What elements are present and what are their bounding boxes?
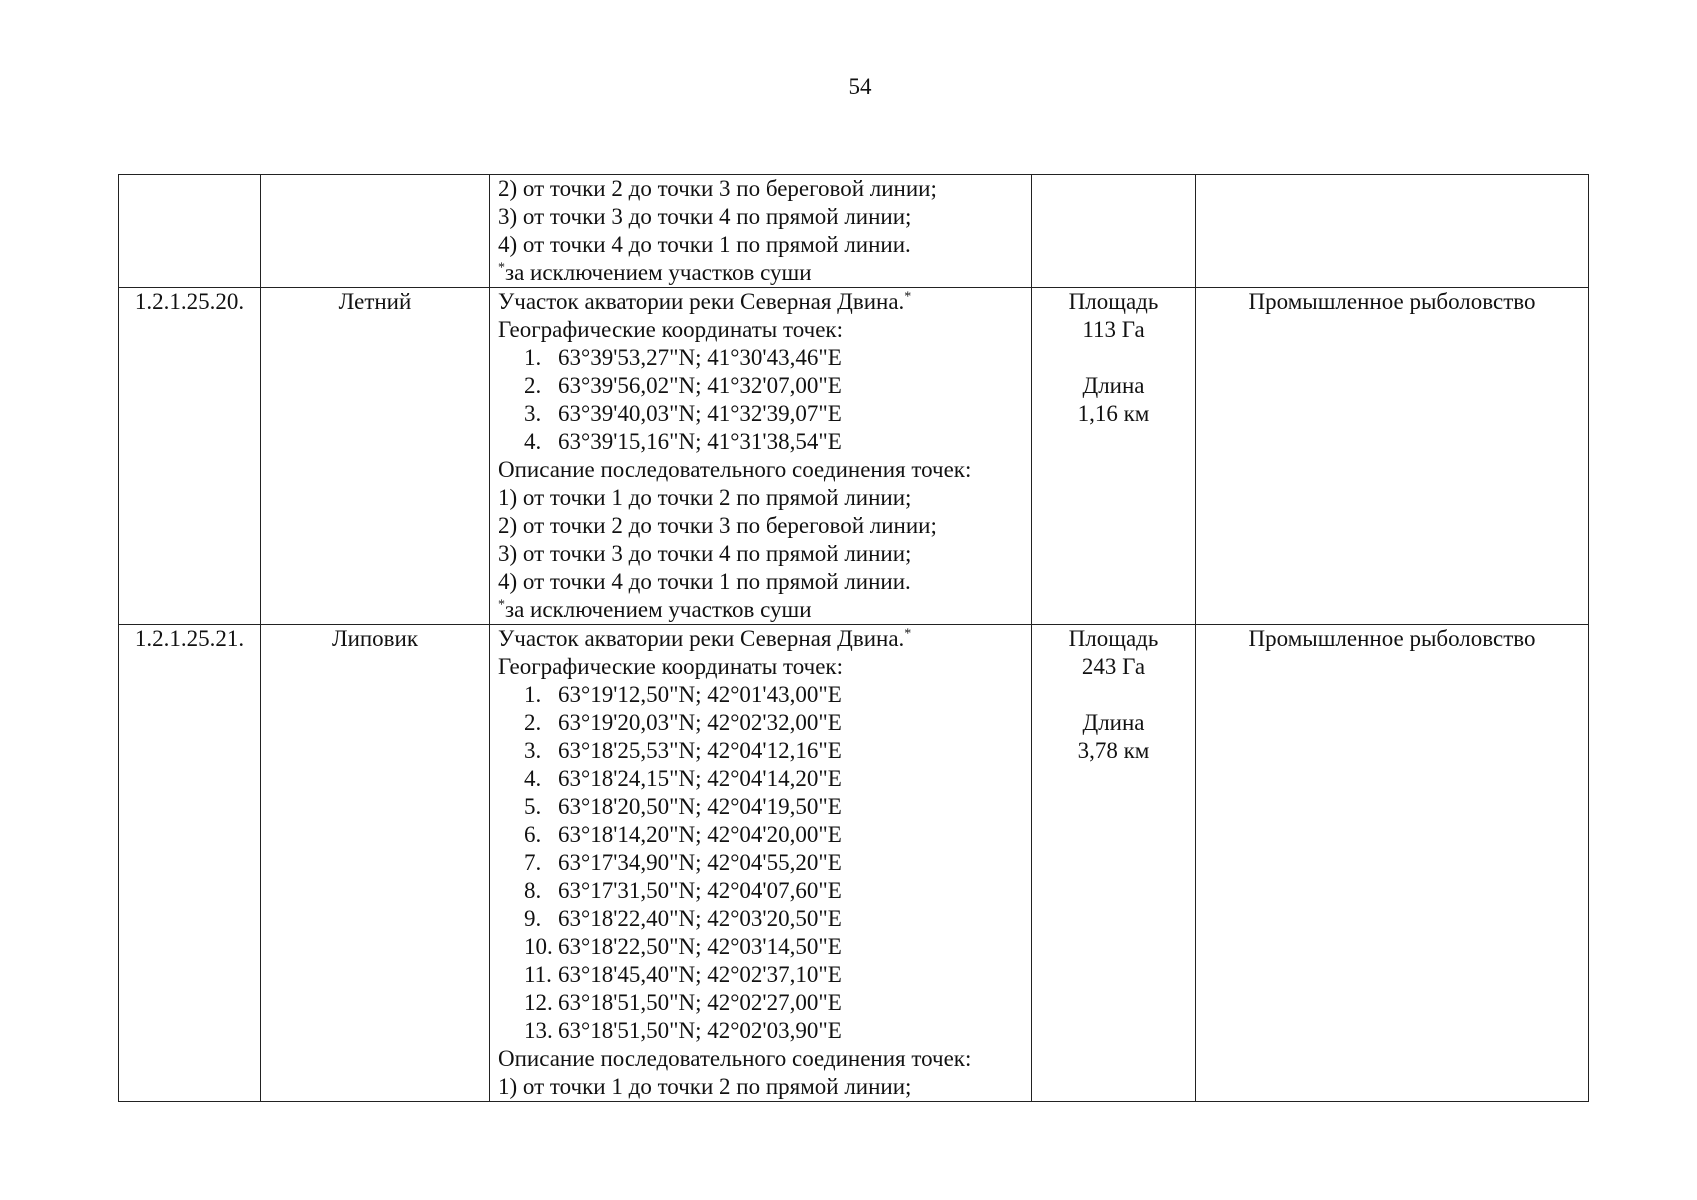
coordinates-heading: Географические координаты точек: [498, 317, 843, 342]
row-name: Липовик [261, 625, 490, 1102]
connection-step: 4) от точки 4 до точки 1 по прямой линии. [498, 569, 911, 594]
point-number: 3. [524, 738, 542, 763]
connection-step: 1) от точки 1 до точки 2 по прямой линии; [498, 1074, 912, 1099]
connection-step: 2) от точки 2 до точки 3 по береговой линии; [498, 176, 937, 201]
row-measurements [1032, 175, 1196, 288]
row-code: 1.2.1.25.21. [119, 625, 261, 1102]
coordinates-heading: Географические координаты точек: [498, 654, 843, 679]
area-label: Площадь [1068, 289, 1159, 314]
point-number: 6. [524, 822, 542, 847]
row-purpose: Промышленное рыболовство [1196, 625, 1589, 1102]
footnote-marker: * [498, 260, 505, 276]
point-coordinates: 63°18'45,40"N; 42°02'37,10"E [558, 962, 842, 987]
point-coordinates: 63°39'56,02"N; 41°32'07,00"E [558, 373, 842, 398]
coordinate-point [498, 344, 1023, 372]
coordinate-point [498, 681, 1023, 709]
point-coordinates: 63°18'24,15"N; 42°04'14,20"E [558, 766, 842, 791]
length-value: 3,78 км [1077, 738, 1150, 763]
connection-step: 2) от точки 2 до точки 3 по береговой линии; [498, 513, 937, 538]
coordinate-point [498, 793, 1023, 821]
coordinate-point [498, 765, 1023, 793]
coordinate-point [498, 372, 1023, 400]
footnote [498, 259, 1023, 287]
point-number: 12. [524, 990, 553, 1015]
length-label: Длина [1082, 373, 1145, 398]
table-row [119, 288, 1589, 625]
row-name: Летний [261, 288, 490, 625]
point-number: 7. [524, 850, 542, 875]
length-value: 1,16 км [1077, 401, 1150, 426]
point-number: 13. [524, 1018, 553, 1043]
footnote-marker: * [904, 626, 912, 642]
length-label: Длина [1082, 710, 1145, 735]
point-coordinates: 63°39'40,03"N; 41°32'39,07"E [558, 401, 842, 426]
row-code: 1.2.1.25.20. [119, 288, 261, 625]
point-number: 5. [524, 794, 542, 819]
area-title-text: Участок акватории реки Северная Двина. [498, 289, 905, 314]
coordinate-point [498, 905, 1023, 933]
table-row [119, 175, 1589, 288]
row-purpose: Промышленное рыболовство [1196, 288, 1589, 625]
footnote-text: за исключением участков суши [505, 260, 812, 285]
point-number: 2. [524, 710, 542, 735]
row-description [490, 625, 1032, 1102]
coordinate-point [498, 400, 1023, 428]
connection-heading: Описание последовательного соединения точек: [498, 1046, 972, 1071]
area-title [498, 288, 1023, 316]
connection-step: 3) от точки 3 до точки 4 по прямой линии; [498, 541, 912, 566]
row-code [119, 175, 261, 288]
connection-step: 3) от точки 3 до точки 4 по прямой линии; [498, 204, 912, 229]
point-coordinates: 63°19'20,03"N; 42°02'32,00"E [558, 710, 842, 735]
coordinate-point [498, 428, 1023, 456]
footnote-marker: * [498, 597, 505, 613]
point-coordinates: 63°19'12,50"N; 42°01'43,00"E [558, 682, 842, 707]
coordinate-point [498, 821, 1023, 849]
point-coordinates: 63°17'31,50"N; 42°04'07,60"E [558, 878, 842, 903]
footnote-text: за исключением участков суши [505, 597, 812, 622]
point-coordinates: 63°18'51,50"N; 42°02'03,90"E [558, 1018, 842, 1043]
row-measurements [1032, 625, 1196, 1102]
water-areas-table [118, 174, 1589, 1102]
point-number: 1. [524, 345, 542, 370]
point-number: 9. [524, 906, 542, 931]
row-description [490, 175, 1032, 288]
point-coordinates: 63°18'14,20"N; 42°04'20,00"E [558, 822, 842, 847]
table-row [119, 625, 1589, 1102]
point-number: 8. [524, 878, 542, 903]
footnote [498, 596, 1023, 624]
coordinate-point [498, 933, 1023, 961]
spacer [1040, 681, 1187, 709]
area-title [498, 625, 1023, 653]
coordinate-point [498, 877, 1023, 905]
point-coordinates: 63°17'34,90"N; 42°04'55,20"E [558, 850, 842, 875]
coordinate-point [498, 709, 1023, 737]
point-number: 11. [524, 962, 552, 987]
area-label: Площадь [1068, 626, 1159, 651]
row-description [490, 288, 1032, 625]
point-number: 2. [524, 373, 542, 398]
coordinate-point [498, 849, 1023, 877]
point-coordinates: 63°39'15,16"N; 41°31'38,54"E [558, 429, 842, 454]
row-purpose [1196, 175, 1589, 288]
spacer [1040, 344, 1187, 372]
point-coordinates: 63°18'25,53"N; 42°04'12,16"E [558, 738, 842, 763]
point-number: 1. [524, 682, 542, 707]
point-number: 4. [524, 429, 542, 454]
footnote-marker: * [904, 289, 912, 305]
coordinate-point [498, 989, 1023, 1017]
point-coordinates: 63°18'22,40"N; 42°03'20,50"E [558, 906, 842, 931]
row-name [261, 175, 490, 288]
point-coordinates: 63°18'22,50"N; 42°03'14,50"E [558, 934, 842, 959]
connection-heading: Описание последовательного соединения точек: [498, 457, 972, 482]
row-measurements [1032, 288, 1196, 625]
connection-step: 1) от точки 1 до точки 2 по прямой линии; [498, 485, 912, 510]
point-number: 4. [524, 766, 542, 791]
coordinate-point [498, 737, 1023, 765]
area-value: 113 Га [1082, 317, 1145, 342]
point-number: 3. [524, 401, 542, 426]
connection-step: 4) от точки 4 до точки 1 по прямой линии. [498, 232, 911, 257]
point-coordinates: 63°39'53,27"N; 41°30'43,46"E [558, 345, 842, 370]
point-coordinates: 63°18'51,50"N; 42°02'27,00"E [558, 990, 842, 1015]
page-number: 54 [848, 74, 872, 99]
table-body [119, 175, 1589, 1102]
area-value: 243 Га [1081, 654, 1146, 679]
point-coordinates: 63°18'20,50"N; 42°04'19,50"E [558, 794, 842, 819]
point-number: 10. [524, 934, 553, 959]
coordinate-point [498, 961, 1023, 989]
area-title-text: Участок акватории реки Северная Двина. [498, 626, 905, 651]
coordinate-point [498, 1017, 1023, 1045]
